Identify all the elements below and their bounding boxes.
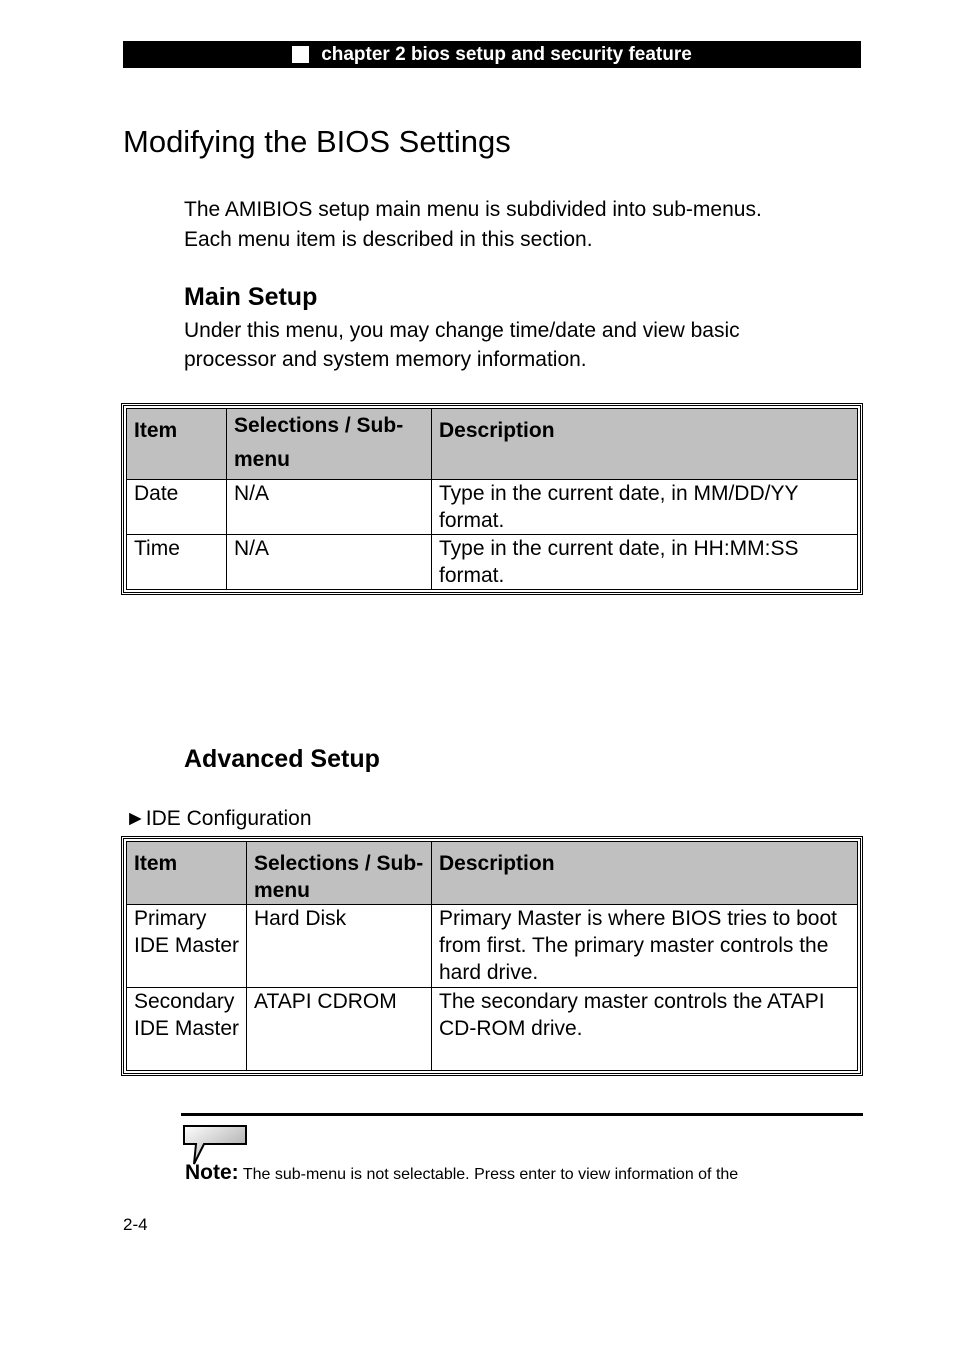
cell-selection: N/A bbox=[227, 480, 432, 535]
cell-item: Secondary IDE Master bbox=[127, 988, 247, 1071]
cell-description: Type in the current date, in MM/DD/YY format. bbox=[432, 480, 858, 535]
advanced-setup-table bbox=[121, 836, 863, 1076]
square-icon bbox=[292, 46, 309, 63]
page-title: Modifying the BIOS Settings bbox=[123, 124, 511, 159]
ide-configuration-label: ►IDE Configuration bbox=[125, 807, 312, 830]
main-setup-desc-2: processor and system memory information. bbox=[184, 348, 587, 371]
table-header-row bbox=[127, 409, 858, 480]
header-item: Item bbox=[127, 842, 247, 905]
cell-selection: N/A bbox=[227, 535, 432, 590]
table-row bbox=[127, 535, 858, 590]
header-item: Item bbox=[127, 409, 227, 480]
cell-selection: ATAPI CDROM bbox=[247, 988, 432, 1071]
intro-line-2: Each menu item is described in this section. bbox=[184, 228, 593, 251]
cell-description: Primary Master is where BIOS tries to boot from first. The primary master controls the hard drive. bbox=[432, 905, 858, 988]
page-number: 2-4 bbox=[123, 1215, 148, 1234]
note-body: The sub-menu is not selectable. Press enter to view information of the bbox=[242, 1166, 739, 1183]
note-label: Note: bbox=[185, 1161, 239, 1184]
table-row bbox=[127, 988, 858, 1071]
table-row bbox=[127, 480, 858, 535]
chapter-header-bar bbox=[123, 41, 861, 68]
chapter-title: chapter 2 bios setup and security feature bbox=[321, 43, 692, 65]
intro-line-1: The AMIBIOS setup main menu is subdivided into sub-menus. bbox=[184, 198, 762, 221]
cell-item: Date bbox=[127, 480, 227, 535]
cell-item: Primary IDE Master bbox=[127, 905, 247, 988]
cell-description: Type in the current date, in HH:MM:SS format. bbox=[432, 535, 858, 590]
table-header-row bbox=[127, 842, 858, 905]
note-text bbox=[185, 1161, 738, 1185]
note-divider bbox=[181, 1113, 863, 1116]
header-selections: Selections / Sub-menu bbox=[227, 409, 432, 480]
table-row bbox=[127, 905, 858, 988]
header-description: Description bbox=[432, 409, 858, 480]
main-setup-desc-1: Under this menu, you may change time/date and view basic bbox=[184, 319, 740, 342]
advanced-setup-heading: Advanced Setup bbox=[184, 745, 380, 773]
header-description: Description bbox=[432, 842, 858, 905]
cell-item: Time bbox=[127, 535, 227, 590]
header-selections: Selections / Sub-menu bbox=[247, 842, 432, 905]
cell-description: The secondary master controls the ATAPI CD-ROM drive. bbox=[432, 988, 858, 1071]
cell-selection: Hard Disk bbox=[247, 905, 432, 988]
main-setup-heading: Main Setup bbox=[184, 283, 318, 311]
main-setup-table bbox=[121, 403, 863, 595]
